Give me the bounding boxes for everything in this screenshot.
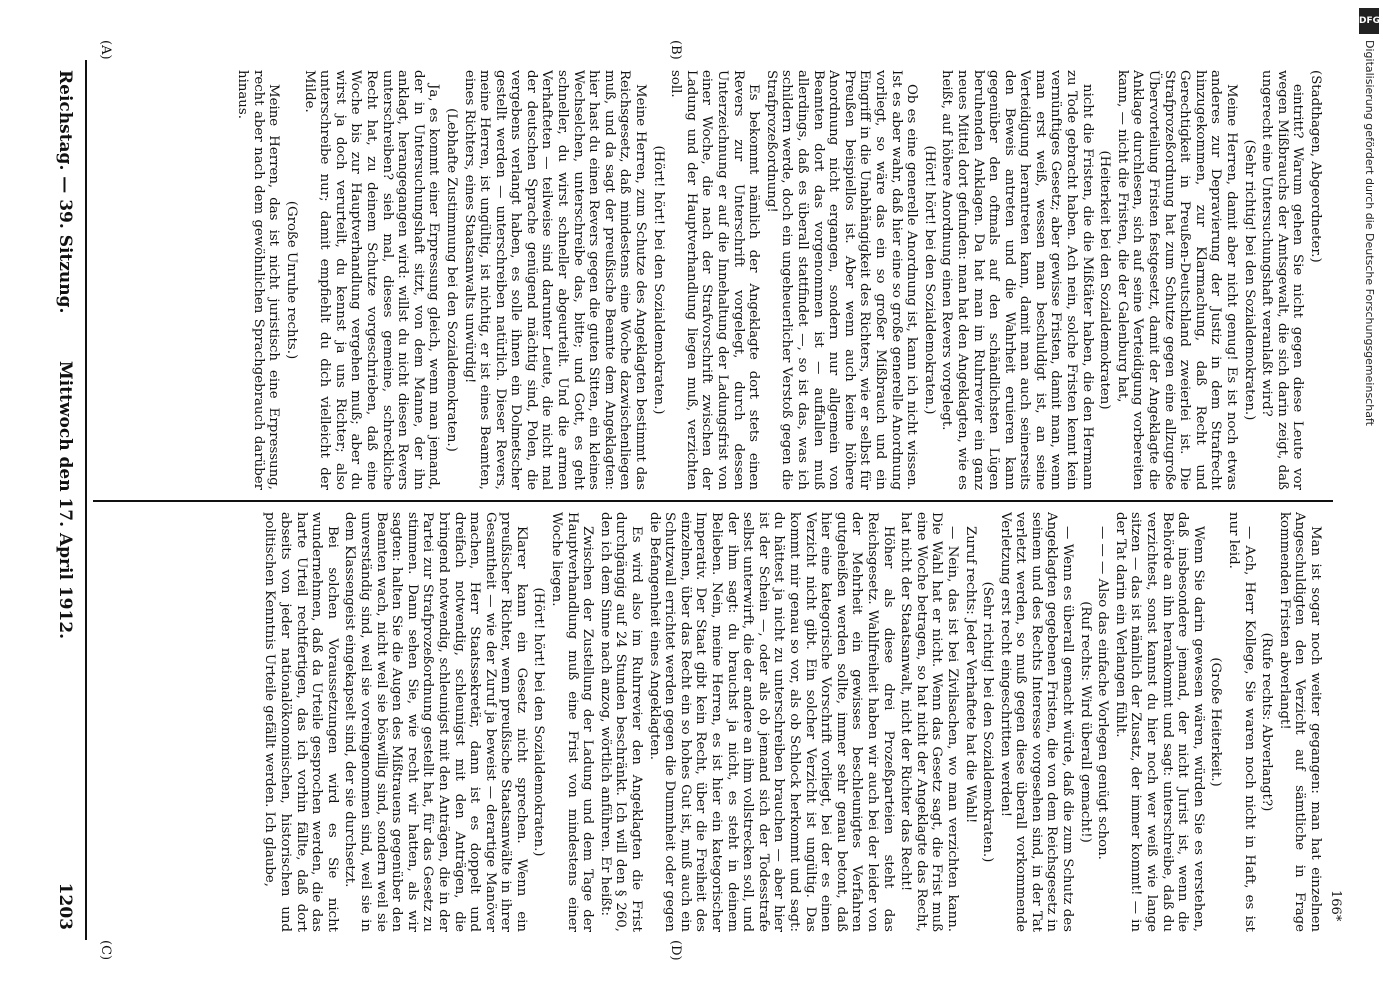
right-column-paragraph: (Große Heiterkeit.) bbox=[1208, 657, 1224, 787]
margin-mark-a: (A) bbox=[98, 40, 113, 60]
right-column-paragraph: Klarer kann ein Gesetz nicht sprechen. Wenn ein preußischer Richter, wenn preußische Staatsanwälte in ihrer Gesamtheit — wie der Zuruf ja beweist — derartige Manöver machen, Herr Staatssekretär, dann ist es doppelt und dreifach notwendig, schleunigst mit den Anträgen, die bringend notwendig, schleunigst mit den Anträgen, die in der Partei zur Strafprozeßordnung gestellt hat, für das Gesetz zu stimmen. Dann sehen Sie, wie recht wir hatten, als wir sagten: halten Sie die Augen des Mißtrauens gegenüber den Beamten wach, nicht weil sie böswillig sind, sondern weil sie unverständig sind, weil sie voreingenommen sind, weil sie in dem Klassengeist eingekapselt sind, der sie durchsetzt. bbox=[342, 512, 529, 932]
page-header bbox=[43, 60, 83, 940]
right-column-paragraph: — Wenn es überall gemacht würde, daß die zum Schutz des Angeklagten gegebenen Fristen, die von dem Reichsgesetz in seinem und des Rechts Interesse vorgesehen sind, in der Tat verletzt werden, so muß gegen diese überall vorkommende Verletzung erst recht eingeschritten werden! bbox=[997, 512, 1076, 932]
left-column-paragraph: (Sehr richtig! bei den Sozialdemokraten.) bbox=[1241, 139, 1257, 421]
digitization-credit: Digitalisierung gefördert durch die Deutsche Forschungsgemeinschaft bbox=[1363, 40, 1376, 426]
right-column-paragraph: Zuruf rechts: Jeder Verhaftete hat die Wahl! bbox=[962, 526, 978, 824]
left-column-paragraph: Ob es eine generelle Anordnung ist, kann ich nicht wissen. Ist es aber wahr, daß hier eine so große generelle Anordnung vorliegt, so wäre das ein so großer Mißbrauch und ein Eingriff in die Unabhängigkeit des Richters, wie er selbst für Preußen beispiellos ist. Aber wenn auch keine höhere Anordnung nicht ergangen, sondern nur allgemein von Beamten dort das vorgenommen ist — auffallen muß allerdings, daß es überall stattfindet —, so ist das, was ich schildern werde, doch ein ungeheuerlicher Verstoß gegen die Strafprozeßordnung! bbox=[763, 70, 920, 490]
speaker-tag: (Stadthagen, Abgeordneter.) bbox=[1308, 70, 1323, 263]
right-column bbox=[93, 512, 1323, 932]
header-left: Reichstag. — 39. Sitzung. bbox=[55, 70, 75, 314]
right-column-paragraph: Höher als diese drei Prozeßparteien steht das Reichsgesetz. Wahlfreiheit haben wir auch bei der leider von der Mehrheit ein gewisses beschleunigtes Verfahren gutgeheißen werden sollte, immer sehr genau betont, daß hier eine kategorische Vorschrift vorliegt, bei der es einen Verzicht nicht gibt. Ein solcher Verzicht ist ungültig. Das kommt mir genau so vor, als ob Schlock herkommt und sagt: du hättest ja nicht zu unterschreiben brauchen — aber hier ist der Schein —, oder als ob jemand sich der Todesstrafe selbst unterwirft, die der andere an ihm vollstrecken soll, und der ihm sagt: du brauchst ja nicht, es steht in deinem Belieben. Nein, meine Herren, es ist hier ein kategorischer Imperativ. Der Staat gibt kein Recht, über die Freiheit des einzelnen, über das Recht ein so hohes Gut ist, muß auch ein Schutzwall errichtet werden gegen die Dummheit oder gegen die Befangenheit eines Angeklagten. bbox=[646, 512, 896, 932]
right-column-paragraph: Bei solchen Voraussetzungen wird es Sie nicht wundernehmen, daß da Urteile gesprochen werden, die das harte Urteil rechtfertigen, das ich vorhin fällte, daß dort abseits von jeder nationalökonomischen, historischen und politischen Kenntnis Urteile gefällt werden. Ich glaube, bbox=[262, 512, 340, 932]
left-column-paragraph: nicht die Fristen, die die Mißtäter haben, die den Hermann zu Tode gebracht haben. Ach nein, solche Fristen kennt kein vernünftiges Gesetz; aber gewisse Fristen, damit man, wenn man erst weiß, wessen man beschuldigt ist, an seine Verteidigung herantreten kann, damit man auch seinerseits den Beweis antreten und die Wahrheit eruieren kann gegenüber den oftmals auf den schändlichsten Lügen beruhenden Anklagen. Da hat man im Ruhrrevier ein ganz neues Mittel dort gefunden: man hat den Angeklagten, wie es heißt, auf höhere Anordnung einen Revers vorgelegt. bbox=[939, 70, 1095, 490]
right-column-paragraph: (Sehr richtig! bei den Sozialdemokraten.) bbox=[980, 581, 996, 863]
left-column-paragraph: eintritt? Warum gehen Sie nicht gegen diese Leute vor wegen Mißbrauchs der Amtsgewalt, die sich darin zeigt, daß ungerecht eine Untersuchungshaft veranlaßt wird? bbox=[1259, 70, 1306, 490]
right-column-paragraph: (Ruf rechts: Wird überall gemacht!) bbox=[1077, 601, 1093, 843]
right-column-paragraph: Wenn Sie darin gewesen wären, würden Sie es verstehen, daß insbesondere jemand, der nicht Jurist ist, wenn die Behörde an ihn herankommt und sagt: unterschreibe, daß du verzichtest, sonst kannst du hier noch wer weiß wie lange sitzen — das ist nämlich der Zusatz, der immer kommt! — in der Tat darin ein Verlangen fühlt. bbox=[1112, 512, 1206, 932]
margin-mark-b: (B) bbox=[668, 40, 683, 60]
left-column-paragraph: (Heiterkeit bei den Sozialdemokraten) bbox=[1097, 150, 1113, 410]
margin-mark-c: (C) bbox=[98, 940, 113, 961]
left-column-paragraph: Meine Herren, das ist nicht juristisch eine Erpressung, recht aber nach dem gewöhnlichen Sprachgebrauch darüber hinaus. bbox=[235, 70, 282, 490]
left-column-paragraph: (Große Unruhe rechts.) bbox=[284, 200, 299, 360]
left-column-paragraph: Meine Herren, damit aber nicht genug! Es ist noch etwas anderes zur Depravierung der Justiz in dem Strafrecht hinzugekommen, zur Klarmachung, daß Recht und Gerechtigkeit in Preußen-Deutschland zweierlei ist. Die Strafprozeßordnung hat zum Schutze gegen eine allzugroße Übervorteilung Fristen festgesetzt, damit der Angeklagte die Anklage durchlesen, sich auf seine Verteidigung vorbereiten kann, — nicht die Fristen, die der Galenburg hat, bbox=[1114, 70, 1240, 490]
header-center: Mittwoch den 17. April 1912. bbox=[55, 360, 75, 640]
signature-mark: 166* bbox=[1328, 890, 1343, 922]
left-column-paragraph: Meine Herren, zum Schutze des Angeklagten bestimmt das Reichsgesetz, daß mindestens eine Woche dazwischenliegen muß, und da sagt der preußische Beamte dem Angeklagten: hier hast du einen Revers gegen die guten Sitten, ein kleines Wechselchen, unterschreibe das, bitte; und Gott, es geht schneller, du wirst schneller abgeurteilt. Und die armen Verhafteten — teilweise sind darunter Leute, die nicht mal der deutschen Sprache genügend mächtig sind, Polen, die vergebens verlangt haben, es solle ihnen ein Dolmetscher gestellt werden — unterschreiben natürlich. Dieser Revers, meine Herren, ist ungültig, ist nichtig, er ist eines Beamten, eines Richters, eines Staatsanwalts unwürdig! bbox=[461, 70, 649, 490]
dfg-logo: DFG bbox=[1359, 8, 1379, 34]
header-rule bbox=[85, 60, 87, 940]
left-column-paragraph: (Lebhafte Zustimmung bei den Sozialdemokraten.) bbox=[443, 108, 459, 452]
right-column-paragraph: (Rufe rechts: Abverlangt?) bbox=[1259, 632, 1275, 812]
right-column-paragraph: Man ist sogar noch weiter gegangen: man hat einzelnen Angeschuldigten den Verzicht auf sämtliche in Frage kommenden Fristen abverlangt! bbox=[1276, 512, 1323, 932]
right-column-paragraph: Es wird also im Ruhrrevier den Angeklagten die Frist durchgängig auf 24 Stunden beschränkt. Ich will den § 260, den ich dem Sinne nach anzog, wörtlich anführen. Er heißt: bbox=[597, 512, 645, 932]
left-column-paragraph: Es bekommt nämlich der Angeklagte dort stets einen Revers zur Unterschrift vorgelegt, durch dessen Unterzeichnung er auf die Innehaltung der Ladungsfrist von einer Woche, die nach der Strafvorschrift zwischen der Ladung und der Hauptverhandlung liegen muß, verzichten soll. bbox=[668, 70, 762, 490]
right-column-paragraph: — — — Also das einfache Vorlegen genügt schon. bbox=[1095, 526, 1111, 860]
right-column-paragraph: Zwischen der Zustellung der Ladung und dem Tage der Hauptverhandlung muß eine Frist von mindestens einer Woche liegen. bbox=[549, 512, 596, 932]
header-page-number: 1203 bbox=[55, 882, 75, 930]
right-column-paragraph: — Nein, das ist bei Zivilsachen, wo man verzichten kann. Die Wahl hat er nicht. Wenn das Gesetz sagt, die Frist muß eine Woche betragen, so hat nicht der Angeklagte das Recht, hat nicht der Staatsanwalt, nicht der Richter das Recht! bbox=[898, 512, 960, 932]
margin-mark-d: (D) bbox=[668, 940, 683, 961]
column-divider bbox=[93, 500, 1333, 502]
right-column-paragraph: — Ach, Herr Kollege, Sie waren noch nicht in Haft, es ist nur leid. bbox=[1226, 512, 1257, 932]
left-column-paragraph: Ja, es kommt einer Erpressung gleich, wenn man jemand, der in Untersuchungshaft sitzt, von dem Manne, der ihn anklagt, herangegangen wird: willst du nicht diesen Revers unterschreiben? sieh mal, dieses gemeine, schreckliche Recht hat, zu deinem Schutze vorgeschrieben, daß eine Woche bis zur Hauptverhandlung vergehen muß; aber du wirst ja doch verurteilt, du kennst ja uns Richter; also unterschreibe nur; damit empfiehlt du dich vielleicht der Milde. bbox=[301, 70, 442, 490]
left-column bbox=[93, 70, 1323, 490]
right-column-paragraph: (Hört! hört! bei den Sozialdemokraten.) bbox=[531, 587, 547, 857]
left-column-paragraph: (Hört! hört! bei den Sozialdemokraten.) bbox=[650, 145, 666, 415]
left-column-paragraph: (Hört! hört! bei den Sozialdemokraten.) bbox=[921, 145, 937, 415]
